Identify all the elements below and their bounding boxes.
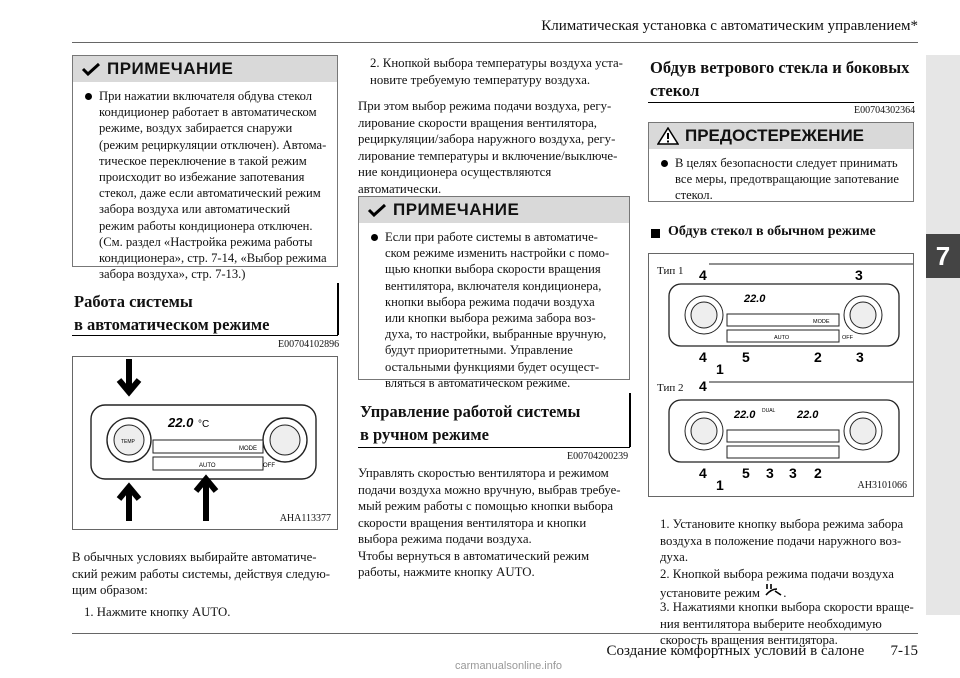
note-title-1-text: ПРИМЕЧАНИЕ (107, 59, 234, 78)
defog-step-2 (660, 566, 936, 601)
manual-para-line: работы, нажмите кнопку AUTO. (358, 565, 535, 579)
section-bar (337, 283, 339, 335)
col2-para-line: лирование скорости вращения вентилятора, (358, 115, 597, 130)
section-title-manual-line: в ручном режиме (360, 425, 489, 444)
defrost-floor-mode-icon (763, 583, 783, 597)
defog-step-line: 3. Нажатиями кнопки выбора скорости враще- (660, 600, 914, 614)
bullet-icon (661, 160, 668, 167)
note-title-2 (359, 197, 629, 223)
panel-auto-label: AUTO (199, 463, 216, 469)
section-code: E00704102896 (278, 339, 340, 350)
bullet-icon (371, 234, 378, 241)
section-title-defog (650, 56, 909, 102)
note2-line: вентилятора, включателя кондиционера, (385, 278, 602, 293)
subheading-normal-defog: Обдув стекол в обычном режиме (668, 224, 876, 239)
section-rule (358, 447, 630, 448)
auto-paragraph (72, 549, 342, 599)
col2-para-line: автоматически. (358, 181, 442, 196)
auto-para-line: В обычных условиях выбирайте автоматиче- (72, 550, 317, 564)
caution-title-text: ПРЕДОСТЕРЕЖЕНИЕ (685, 126, 865, 145)
figure-code: AHA113377 (279, 513, 331, 524)
callout: 3 (789, 465, 797, 481)
panel-mode-label: MODE (813, 319, 830, 325)
note2-line: духа, то настройки, выбранные вручную, (385, 327, 607, 342)
arrow-up-icon (196, 479, 216, 521)
panel-mode-label: MODE (239, 446, 257, 452)
note1-line: режим работы кондиционера отключен. (99, 218, 313, 233)
note-box-2 (358, 196, 630, 390)
defog-step-3 (660, 599, 936, 649)
note1-line: забора воздуха или автоматический (99, 202, 291, 217)
type2-label: Тип 2 (657, 382, 684, 394)
section-title-auto-line: Работа системы (74, 292, 193, 311)
note2-line: кнопки выбора режима подачи воздуха (385, 294, 595, 309)
note1-line: забора воздуха», стр. 7-13.) (99, 267, 246, 282)
section-title-manual (360, 400, 580, 446)
manual-para-line: мый режим работы с помощью кнопки выбора (358, 499, 614, 513)
caution-line: стекол. (675, 188, 713, 202)
section-rule (648, 102, 914, 103)
callout: 5 (742, 349, 750, 365)
col2-para-line: При этом выбор режима подачи воздуха, регу- (358, 99, 612, 113)
manual-para-line: выбора режима подачи воздуха. (358, 532, 532, 546)
step2-line: 2. Кнопкой выбора температуры воздуха уста- (370, 56, 623, 70)
note1-line: кондиционера», стр. 7-14, «Выбор режима (99, 251, 327, 266)
callout: 4 (699, 349, 707, 365)
note2-line: вляться в автоматическом режиме. (385, 375, 571, 390)
note2-line: будут приоритетными. Управление (385, 343, 573, 358)
running-header: Климатическая установка с автоматическим управлением* (541, 18, 918, 34)
panel-auto-label: AUTO (774, 335, 790, 341)
defog-step-2-line2: установите режим . (676, 583, 936, 602)
defog-step-line: 2. Кнопкой выбора режима подачи воздуха (660, 567, 894, 581)
section-code: E00704200239 (567, 451, 629, 462)
caution-title (649, 123, 913, 149)
note2-line: ском режиме изменить настройки с помо- (385, 246, 610, 261)
panel-temp-label: TEMP (121, 439, 135, 445)
section-title-defog-line: стекол (650, 81, 700, 100)
callout: 4 (699, 267, 707, 283)
panel-temp-left: 22.0 (734, 409, 756, 421)
note1-line: (режим рециркуляции отключен). Автома- (99, 137, 327, 152)
callout: 3 (766, 465, 774, 481)
auto-result-paragraph (358, 98, 633, 197)
panel-temp-right: 22.0 (797, 409, 819, 421)
section-title-auto-line: в автоматическом режиме (74, 315, 270, 334)
panel-off-label: OFF (842, 335, 853, 341)
note-body-1 (73, 82, 337, 288)
callout: 4 (699, 465, 707, 481)
note1-line: происходит во избежание запотевания (99, 170, 305, 185)
note2-line: Если при работе системы в автоматиче- (385, 230, 598, 244)
page-number: 7-15 (890, 643, 918, 659)
panel-dual-label: DUAL (762, 408, 776, 414)
callout: 5 (742, 465, 750, 481)
auto-para-line: щим образом: (72, 583, 148, 597)
defog-step-line: ния вентилятора выберите необходимую (660, 616, 882, 631)
footer-text: Создание комфортных условий в салоне (606, 643, 865, 659)
note2-line: остальными функциями будет осущест- (385, 359, 600, 374)
defog-step-line: скорость вращения вентилятора. (660, 633, 838, 647)
header-rule (72, 42, 918, 43)
note1-line: кондиционер работает в автоматическом (99, 105, 317, 120)
callout: 2 (814, 349, 822, 365)
square-bullet-icon (651, 229, 660, 238)
defog-step-1 (660, 516, 936, 566)
climate-panel-types-illustration (649, 254, 913, 496)
note-title-1 (73, 56, 337, 82)
section-title-defog-line: Обдув ветрового стекла и боковых (650, 58, 910, 77)
note1-line: стекол, даже если автоматический режим (99, 186, 321, 201)
callout: 4 (699, 378, 707, 394)
auto-step-2 (370, 55, 646, 88)
callout: 3 (855, 267, 863, 283)
type1-label: Тип 1 (657, 265, 684, 277)
note1-line: тическое переключение в такой режим (99, 153, 307, 168)
section-title-auto (74, 290, 269, 336)
note-title-2-text: ПРИМЕЧАНИЕ (393, 200, 520, 219)
chapter-tab-number: 7 (926, 234, 960, 278)
climate-panel-illustration (73, 357, 337, 529)
callout: 3 (856, 349, 864, 365)
figure-code: AH3101066 (857, 480, 907, 491)
note-body-2 (359, 223, 629, 397)
warning-triangle-icon (657, 127, 679, 145)
col2-para-line: рециркуляции/забора наружного воздуха, регу- (358, 132, 616, 146)
arrow-up-icon (119, 487, 139, 521)
manual-para-line: Чтобы вернуться в автоматический режим (358, 548, 590, 563)
panel-off-label: OFF (263, 463, 275, 469)
callout: 1 (716, 477, 724, 493)
watermark: carmanualsonline.info (455, 660, 563, 672)
caution-line: все меры, предотвращающие запотевание (675, 172, 899, 186)
col2-para-line: лирование температуры и включение/выключе- (358, 148, 618, 163)
section-code: E00704302364 (854, 105, 916, 116)
callout: 2 (814, 465, 822, 481)
panel-temp: 22.0 (744, 293, 766, 305)
section-rule (72, 335, 338, 336)
manual-para-line: Управлять скоростью вентилятора и режимом (358, 466, 609, 480)
manual-para-line: скорости вращения вентилятора и кнопки (358, 515, 587, 530)
callout: 1 (716, 361, 724, 377)
note2-line: щью кнопки выбора скорости вращения (385, 262, 601, 277)
panel-temp: 22.0 (168, 415, 194, 430)
defog-step-line: духа. (660, 550, 689, 564)
arrow-down-icon (119, 359, 139, 392)
manual-paragraph (358, 465, 636, 581)
defog-step-line: 1. Установите кнопку выбора режима забора (660, 517, 904, 531)
section-bar (629, 393, 631, 447)
col2-para-line: ние кондиционера осуществляются (358, 165, 552, 179)
note1-line: режиме, воздух забирается снаружи (99, 121, 293, 136)
panel-figure-defog (648, 253, 914, 497)
caution-line: В целях безопасности следует принимать (675, 156, 898, 170)
caution-body (649, 149, 913, 209)
section-title-manual-line: Управление работой системы (360, 402, 581, 421)
check-icon (367, 203, 387, 217)
note1-line: (См. раздел «Настройка режима работы (99, 234, 313, 249)
caution-box (648, 122, 914, 202)
defog-step-line: воздуха в положение подачи наружного воз- (660, 533, 902, 548)
defog-step-line: установите режим (660, 585, 760, 600)
check-icon (81, 62, 101, 76)
bullet-icon (85, 93, 92, 100)
step2-line: новите требуемую температуру воздуха. (370, 72, 591, 87)
note2-line: или кнопки выбора режима забора воз- (385, 311, 596, 326)
panel-temp-unit: °C (198, 419, 210, 430)
manual-para-line: подачи воздуха можно вручную, выбрав требуе- (358, 482, 621, 497)
auto-step-1: 1. Нажмите кнопку AUTO. (84, 605, 231, 619)
note1-line: При нажатии включателя обдува стекол (99, 89, 313, 103)
panel-figure-auto (72, 356, 338, 530)
note1-lines (99, 88, 329, 282)
note-box-1 (72, 55, 338, 282)
auto-para-line: ский режим работы системы, действуя следую- (72, 566, 331, 581)
